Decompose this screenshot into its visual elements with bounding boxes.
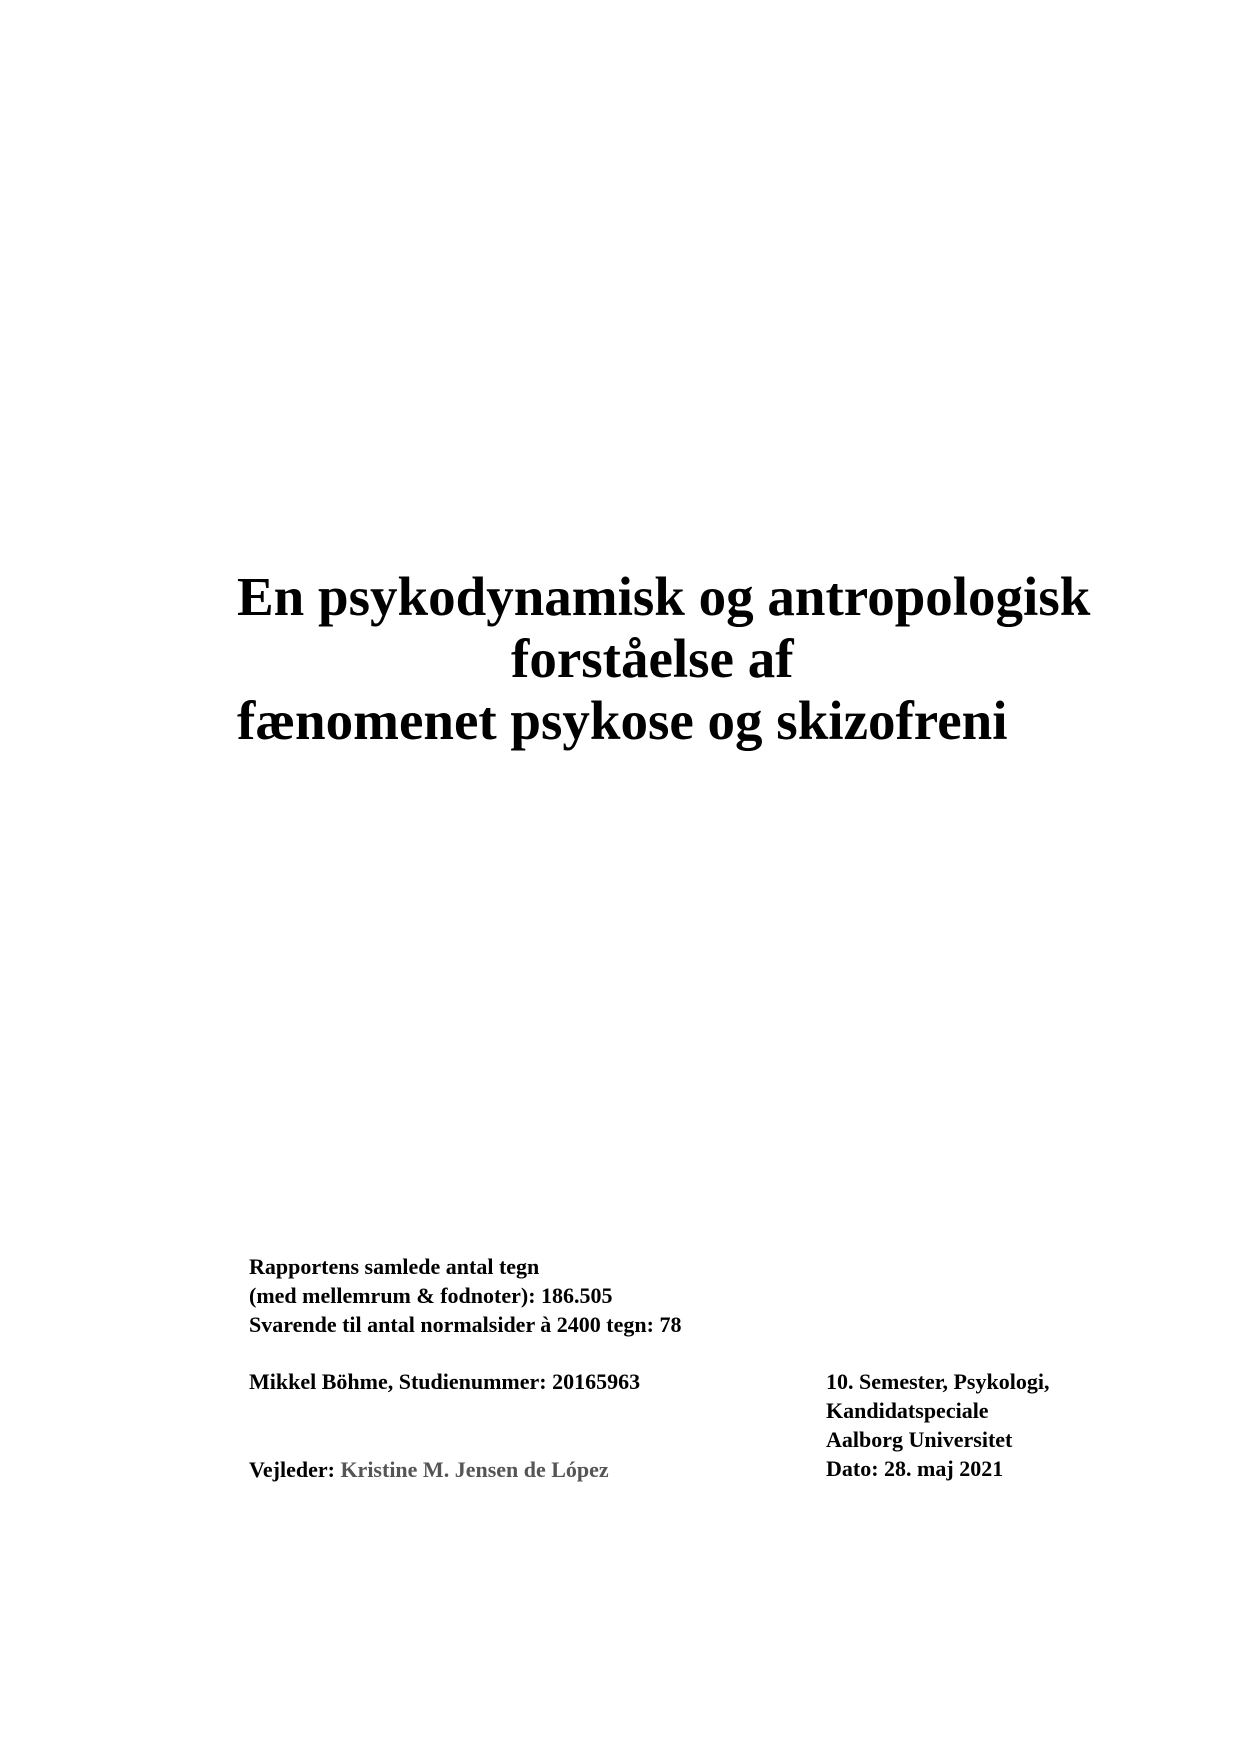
stats-line-2: (med mellemrum & fodnoter): 186.505 — [249, 1283, 613, 1308]
title-line-2: forståelse af — [511, 628, 794, 689]
semester: 10. Semester, Psykologi, — [826, 1369, 1050, 1394]
stats-line-1: Rapportens samlede antal tegn — [249, 1254, 540, 1279]
supervisor — [249, 1455, 609, 1484]
university: Aalborg Universitet — [826, 1427, 1013, 1452]
stats-line-3: Svarende til antal normalsider à 2400 tegn: 78 — [249, 1312, 682, 1337]
date: Dato: 28. maj 2021 — [826, 1456, 1004, 1481]
author: Mikkel Böhme, Studienummer: 20165963 — [249, 1369, 641, 1394]
thesis-type: Kandidatspeciale — [826, 1398, 989, 1423]
character-count-block — [249, 1252, 681, 1339]
supervisor-name: Kristine M. Jensen de López — [340, 1457, 609, 1482]
title-line-3: fænomenet psykose og skizofreni — [237, 690, 1008, 751]
thesis-details — [826, 1367, 1049, 1483]
title-line-1: En psykodynamisk og antropologisk — [237, 566, 1091, 627]
supervisor-label: Vejleder: — [249, 1457, 335, 1482]
